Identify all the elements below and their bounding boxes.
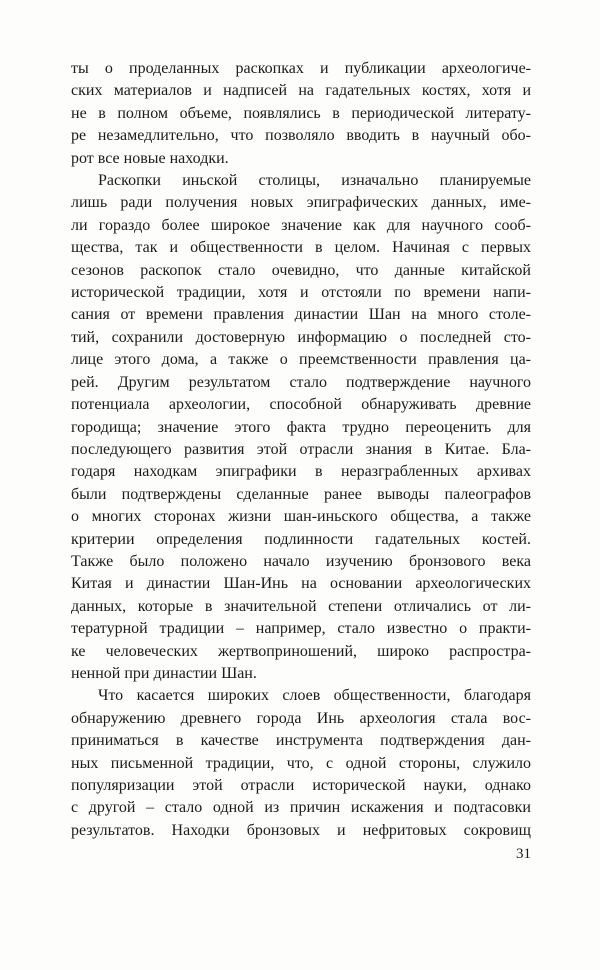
text-line: тературной традиции – например, стало известно о практи-	[71, 620, 531, 638]
paragraph	[71, 685, 531, 842]
text-line: лишь ради получения новых эпиграфических данных, име-	[71, 194, 531, 212]
text-line: Раскопки иньской столицы, изначально планируемые	[98, 172, 531, 190]
text-line: щества, так и общественности в целом. Начиная с первых	[71, 239, 531, 257]
text-line: данных, которые в значительной степени отличались от ли-	[71, 597, 531, 615]
text-line: ты о проделанных раскопках и публикации археологиче-	[71, 60, 531, 77]
text-line: ли гораздо более широкое значение как для научного сооб-	[71, 216, 531, 234]
text-line: были подтверждены сделанные ранее выводы палеографов	[71, 485, 531, 503]
text-line: ских материалов и надписей на гадательных костях, хотя и	[71, 82, 531, 100]
text-line: Что касается широких слоев общественности, благодаря	[98, 687, 531, 705]
text-line: тий, сохранили достоверную информацию о последней сто-	[71, 328, 531, 346]
paragraph	[71, 170, 531, 685]
text-line: рей. Другим результатом стало подтверждение научного	[71, 373, 531, 391]
text-line: обнаружению древнего города Инь археология стала вос-	[71, 709, 531, 727]
text-line: годаря находкам эпиграфики в неразграбленных архивах	[71, 463, 531, 481]
paragraph	[71, 58, 531, 170]
text-line: ных письменной традиции, что, с одной стороны, служило	[71, 754, 531, 772]
text-line: городища; значение этого факта трудно переоценить для	[71, 418, 531, 436]
text-line: исторической традиции, хотя и отстояли по времени напи-	[71, 284, 531, 302]
text-line: ре незамедлительно, что позволяло вводить в научный обо-	[71, 127, 531, 145]
text-line: о многих сторонах жизни шан-иньского общества, а также	[71, 508, 531, 526]
text-line: приниматься в качестве инструмента подтверждения дан-	[71, 732, 531, 750]
text-line: последующего развития этой отрасли знания в Китае. Бла-	[71, 440, 531, 458]
text-line: сания от времени правления династии Шан на много столе-	[71, 306, 531, 324]
text-line: популяризации этой отрасли исторической науки, однако	[71, 777, 531, 794]
text-line: ке человеческих жертвоприношений, широко распростра-	[71, 642, 531, 660]
text-line: Китая и династии Шан-Инь на основании археологических	[71, 575, 531, 593]
text-line: результатов. Находки бронзовых и нефритовых сокровищ	[71, 821, 531, 839]
text-line: не в полном объеме, появлялись в периодической литерату-	[71, 104, 531, 122]
text-line: с другой – стало одной из причин искажения и подтасовки	[71, 799, 531, 817]
text-block	[71, 58, 531, 842]
text-line: критерии определения подлинности гадательных костей.	[71, 530, 531, 548]
text-line: ненной при династии Шан.	[71, 664, 257, 682]
text-line: лице этого дома, а также о преемственности правления ца-	[71, 351, 531, 369]
page-number: 31	[516, 846, 531, 862]
text-line: Также было положено начало изучению бронзового века	[71, 552, 531, 570]
text-line: рот все новые находки.	[71, 149, 229, 167]
text-line: потенциала археологии, способной обнаруживать древние	[71, 396, 531, 414]
text-line: сезонов раскопок стало очевидно, что данные китайской	[71, 261, 531, 279]
